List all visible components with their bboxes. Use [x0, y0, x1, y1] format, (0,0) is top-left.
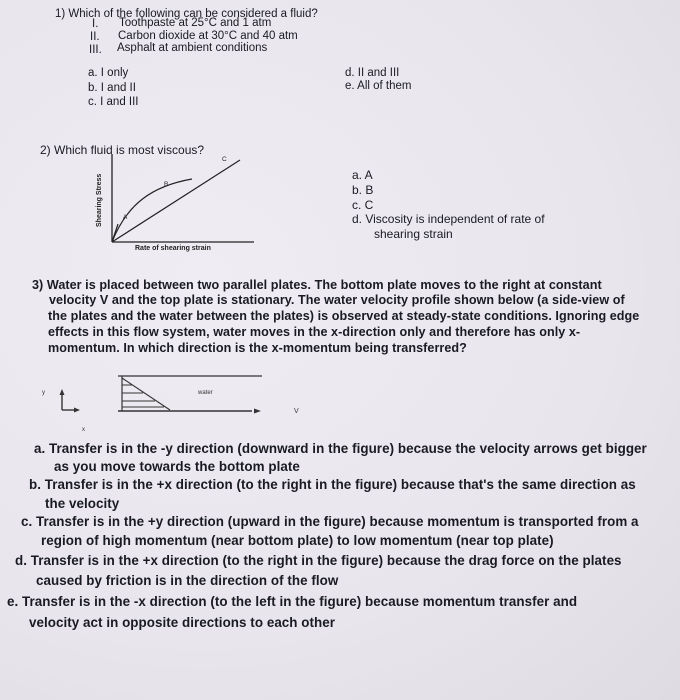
q3-answer-line: a. Transfer is in the -y direction (downward in the figure) because the velocity arrows get bigger — [34, 441, 647, 456]
q1-stem: 1) Which of the following can be considered a fluid? — [55, 8, 318, 20]
q1-item-num: II. — [90, 31, 100, 43]
viscosity-graph — [82, 142, 342, 262]
x-axis-label: x — [82, 427, 85, 433]
q3-answer-line: the velocity — [45, 496, 120, 511]
x-axis-label: Rate of shearing strain — [135, 245, 211, 252]
q1-option: b. I and II — [88, 82, 136, 94]
q1-item-num: III. — [89, 44, 102, 56]
y-axis-label: Shearing Stress — [96, 173, 103, 227]
curve-label-a: A — [123, 214, 128, 221]
bottom-plate-arrowhead — [254, 409, 261, 414]
y-axis-label: y — [42, 390, 45, 396]
q3-text-line: velocity V and the top plate is stationary. The water velocity profile shown below (a side-view of — [49, 293, 625, 307]
curve-label-c: C — [222, 156, 227, 163]
q2-option-continuation: shearing strain — [374, 227, 453, 241]
q3-text-line: 3) Water is placed between two parallel plates. The bottom plate moves to the right at constant — [32, 278, 602, 292]
x-axis-arrowhead — [74, 408, 80, 413]
q2-option: a. A — [352, 168, 373, 182]
q3-text-line: the plates and the water between the plates) is observed at steady-state conditions. Ignoring edge — [48, 309, 640, 323]
q3-text-line: momentum. In which direction is the x-momentum being transferred? — [48, 341, 467, 355]
q3-answer-line: velocity act in opposite directions to each other — [29, 615, 336, 630]
curve-c — [112, 160, 240, 242]
q1-option: e. All of them — [345, 80, 412, 92]
q1-option: d. II and III — [345, 67, 400, 79]
q3-answer-line: b. Transfer is in the +x direction (to the right in the figure) because that's the same direction as — [29, 477, 636, 492]
q3-answer-line: caused by friction is in the direction of the flow — [36, 573, 339, 588]
velocity-label: V — [294, 408, 299, 415]
q3-answer-line: as you move towards the bottom plate — [54, 459, 300, 474]
q1-item-text: Toothpaste at 25°C and 1 atm — [119, 17, 272, 29]
q3-answer-line: c. Transfer is in the +y direction (upward in the figure) because momentum is transported from a — [21, 514, 639, 529]
curve-label-b: B — [164, 181, 169, 188]
q3-answer-line: region of high momentum (near bottom plate) to low momentum (near top plate) — [41, 533, 554, 548]
q2-option: c. C — [352, 198, 374, 212]
velocity-profile-line — [122, 378, 170, 410]
q3-answer-line: e. Transfer is in the -x direction (to the left in the figure) because momentum transfer and — [7, 594, 578, 609]
q3-answer-line: d. Transfer is in the +x direction (to the right in the figure) because the drag force on the plates — [15, 553, 622, 568]
curve-b — [112, 179, 192, 242]
water-label: water — [198, 390, 213, 396]
q2-stem: 2) Which fluid is most viscous? — [40, 143, 205, 157]
q1-item-text: Carbon dioxide at 30°C and 40 atm — [118, 30, 298, 42]
flow-diagram — [40, 368, 330, 438]
q2-option: b. B — [352, 183, 374, 197]
q1-item-num: I. — [92, 18, 99, 30]
y-axis-arrowhead — [60, 389, 65, 395]
q2-option: d. Viscosity is independent of rate of — [352, 212, 545, 226]
q1-option: a. I only — [88, 67, 129, 79]
q3-text-line: effects in this flow system, water moves in the x-direction only and therefore has only x- — [48, 325, 581, 339]
q1-option: c. I and III — [88, 96, 139, 108]
q1-item-text: Asphalt at ambient conditions — [117, 42, 268, 54]
